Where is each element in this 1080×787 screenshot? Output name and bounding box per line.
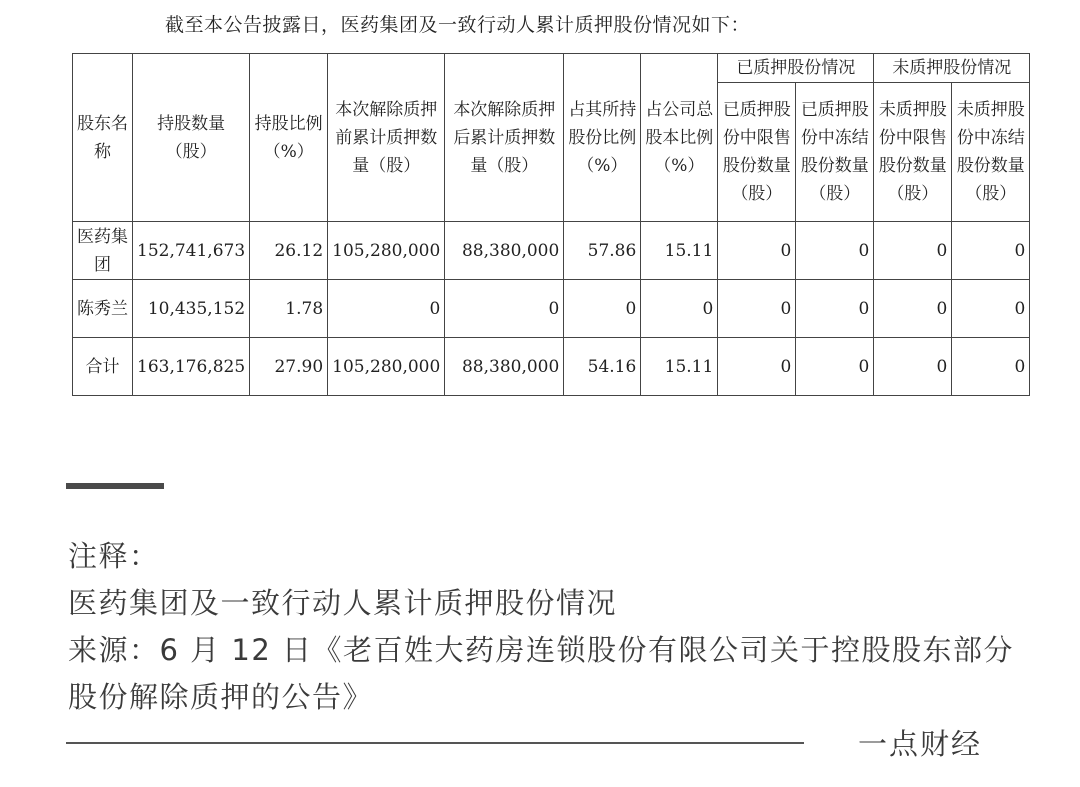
header-ratio: 持股比例（%）: [250, 54, 328, 222]
notes-caption: 医药集团及一致行动人累计质押股份情况: [68, 586, 618, 620]
table-row: [73, 222, 1030, 280]
cell-pledged-restricted: 0: [718, 338, 796, 396]
cell-unpledged-frozen: 0: [952, 338, 1030, 396]
cell-unpledged-restricted: 0: [874, 338, 952, 396]
notes-label: 注释：: [68, 539, 160, 573]
cell-of-total: 0: [641, 280, 718, 338]
header-of-total: 占公司总股本比例（%）: [641, 54, 718, 222]
cell-shares: 152,741,673: [133, 222, 250, 280]
cell-unpledged-frozen: 0: [952, 222, 1030, 280]
header-name: 股东名称: [73, 54, 133, 222]
header-pledged-restricted: 已质押股份中限售股份数量（股）: [718, 83, 796, 222]
header-of-holding: 占其所持股份比例（%）: [564, 54, 641, 222]
cell-pledged-frozen: 0: [796, 338, 874, 396]
header-pledged-frozen: 已质押股份中冻结股份数量（股）: [796, 83, 874, 222]
cell-shares: 163,176,825: [133, 338, 250, 396]
cell-shares: 10,435,152: [133, 280, 250, 338]
cell-pledged-frozen: 0: [796, 222, 874, 280]
pledge-table: [72, 53, 1030, 396]
cell-of-holding: 54.16: [564, 338, 641, 396]
cell-shareholder: 医药集团: [73, 222, 133, 280]
header-unpledged-restricted: 未质押股份中限售股份数量（股）: [874, 83, 952, 222]
header-before: 本次解除质押前累计质押数量（股）: [328, 54, 445, 222]
cell-unpledged-restricted: 0: [874, 280, 952, 338]
notes-block: [68, 533, 1018, 721]
notes-source: 来源：6 月 12 日《老百姓大药房连锁股份有限公司关于控股股东部分股份解除质押的公告》: [68, 633, 1015, 714]
header-unpledged-frozen: 未质押股份中冻结股份数量（股）: [952, 83, 1030, 222]
intro-text: 截至本公告披露日，医药集团及一致行动人累计质押股份情况如下：: [165, 14, 751, 36]
table-row: [73, 280, 1030, 338]
cell-shareholder: 合计: [73, 338, 133, 396]
cell-shareholder: 陈秀兰: [73, 280, 133, 338]
cell-pledged-frozen: 0: [796, 280, 874, 338]
header-after: 本次解除质押后累计质押数量（股）: [445, 54, 564, 222]
cell-after: 88,380,000: [445, 338, 564, 396]
cell-pledged-restricted: 0: [718, 280, 796, 338]
cell-after: 88,380,000: [445, 222, 564, 280]
cell-ratio: 1.78: [250, 280, 328, 338]
header-shares: 持股数量（股）: [133, 54, 250, 222]
footer-rule: [66, 742, 804, 744]
header-pledged-group: 已质押股份情况: [718, 54, 874, 83]
cell-pledged-restricted: 0: [718, 222, 796, 280]
cell-of-holding: 57.86: [564, 222, 641, 280]
cell-unpledged-restricted: 0: [874, 222, 952, 280]
cell-before: 105,280,000: [328, 338, 445, 396]
header-unpledged-group: 未质押股份情况: [874, 54, 1030, 83]
section-divider: [66, 483, 164, 489]
cell-of-total: 15.11: [641, 338, 718, 396]
brand-signature: 一点财经: [858, 727, 983, 761]
cell-unpledged-frozen: 0: [952, 280, 1030, 338]
cell-of-total: 15.11: [641, 222, 718, 280]
cell-before: 0: [328, 280, 445, 338]
cell-of-holding: 0: [564, 280, 641, 338]
cell-after: 0: [445, 280, 564, 338]
table-row: [73, 338, 1030, 396]
cell-ratio: 26.12: [250, 222, 328, 280]
cell-ratio: 27.90: [250, 338, 328, 396]
cell-before: 105,280,000: [328, 222, 445, 280]
